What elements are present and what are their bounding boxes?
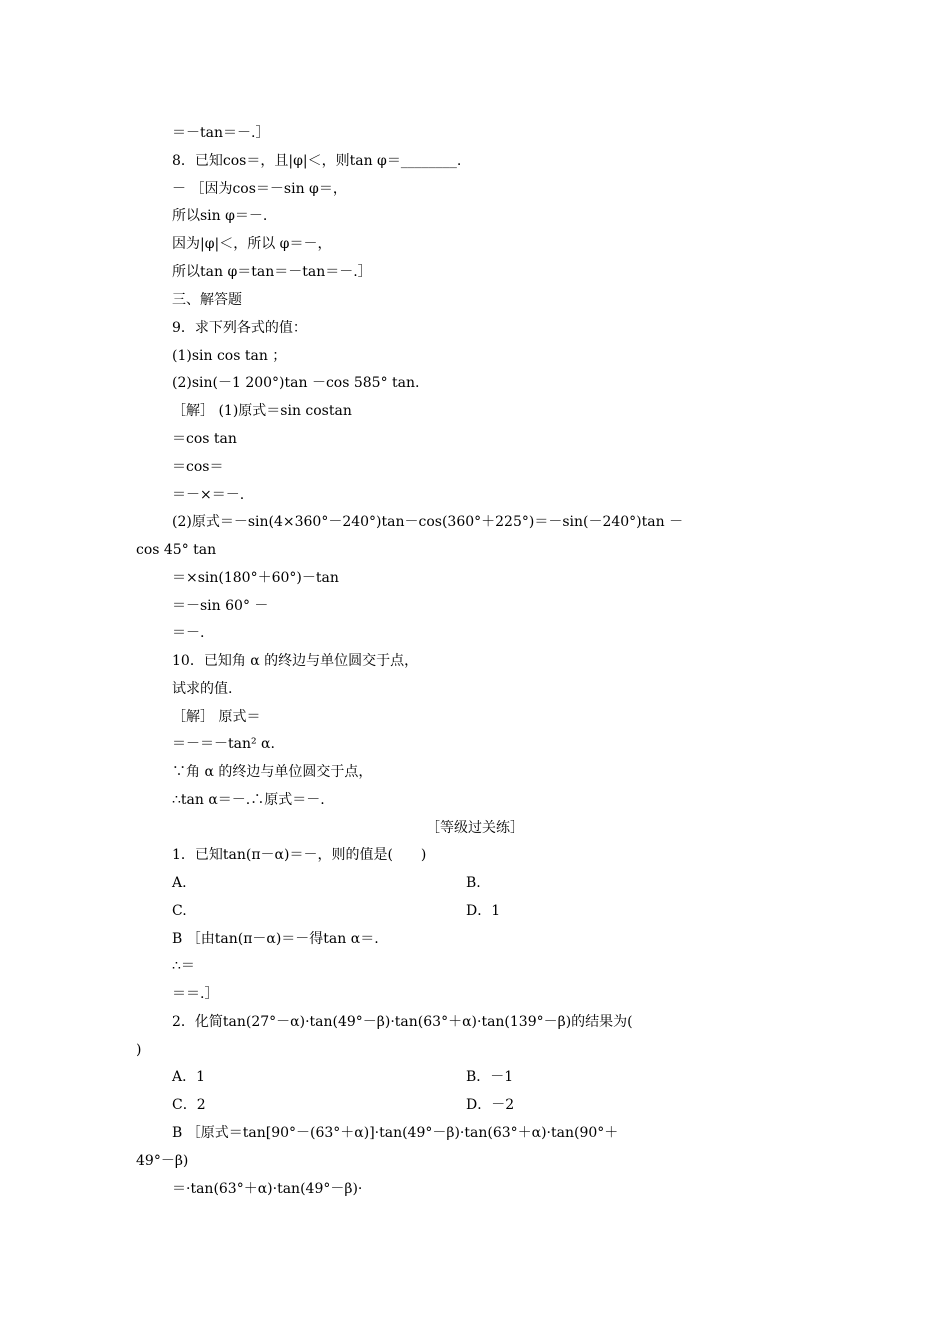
option-b: B. bbox=[466, 875, 481, 891]
text-line: (1)sin cos tan ； bbox=[172, 348, 287, 364]
answer-2: B ［原式＝tan[90°－(63°＋α)]·tan(49°－β)·tan(63°＋α)·tan(90°＋ bbox=[172, 1125, 619, 1141]
text-line: 所以tan φ＝tan＝－tan＝－.］ bbox=[172, 264, 372, 280]
text-line: ) bbox=[136, 1042, 142, 1058]
option-d: D．1 bbox=[466, 903, 501, 919]
section-heading-centered: ［等级过关练］ bbox=[426, 820, 524, 836]
text-line: ＝－×＝－. bbox=[172, 487, 245, 503]
text-line: ＝－tan＝－.］ bbox=[172, 125, 270, 141]
text-line: 49°－β) bbox=[136, 1153, 189, 1169]
solution-9: ［解］ (1)原式＝sin costan bbox=[172, 403, 352, 419]
option-b: B．－1 bbox=[466, 1069, 514, 1085]
text-line: ∴＝ bbox=[172, 958, 195, 974]
section-heading: 三、解答题 bbox=[172, 292, 242, 308]
solution-10: ［解］ 原式＝ bbox=[172, 709, 261, 725]
text-line: ∴tan α＝－.∴原式＝－. bbox=[172, 792, 325, 808]
question-2: 2．化简tan(27°－α)·tan(49°－β)·tan(63°＋α)·tan(139°－β)的结果为( bbox=[172, 1014, 633, 1030]
text-line: 因为|φ|＜，所以 φ＝－， bbox=[172, 236, 332, 252]
text-line: ＝－＝－tan² α. bbox=[172, 736, 275, 752]
text-line: ＝＝.］ bbox=[172, 986, 219, 1002]
answer-8: － ［因为cos＝－sin φ＝， bbox=[172, 181, 347, 197]
text-line: ∵角 α 的终边与单位圆交于点， bbox=[172, 764, 373, 780]
option-a: A. bbox=[172, 875, 187, 891]
question-9: 9．求下列各式的值： bbox=[172, 320, 307, 336]
text-line: ＝·tan(63°＋α)·tan(49°－β)· bbox=[172, 1181, 363, 1197]
text-line: (2)原式＝－sin(4×360°－240°)tan－cos(360°＋225°)＝－sin(－240°)tan － bbox=[172, 514, 684, 530]
text-line: 所以sin φ＝－. bbox=[172, 208, 268, 224]
answer-1: B ［由tan(π－α)＝－得tan α＝. bbox=[172, 931, 379, 947]
text-line: (2)sin(－1 200°)tan －cos 585° tan. bbox=[172, 375, 420, 391]
text-line: cos 45° tan bbox=[136, 542, 217, 558]
text-line: ＝×sin(180°＋60°)－tan bbox=[172, 570, 339, 586]
text-line: ＝cos tan bbox=[172, 431, 237, 447]
text-line: ＝cos＝ bbox=[172, 459, 224, 475]
option-a: A．1 bbox=[172, 1069, 206, 1085]
text-line: ＝－. bbox=[172, 625, 205, 641]
question-1: 1．已知tan(π－α)＝－，则的值是( ) bbox=[172, 847, 427, 863]
question-10: 10．已知角 α 的终边与单位圆交于点， bbox=[172, 653, 419, 669]
option-c: C. bbox=[172, 903, 187, 919]
text-line: ＝－sin 60° － bbox=[172, 598, 269, 614]
text-line: 试求的值. bbox=[172, 681, 233, 697]
question-8: 8．已知cos＝，且|φ|＜，则tan φ＝________. bbox=[172, 153, 462, 169]
option-c: C．2 bbox=[172, 1097, 206, 1113]
option-d: D．－2 bbox=[466, 1097, 515, 1113]
